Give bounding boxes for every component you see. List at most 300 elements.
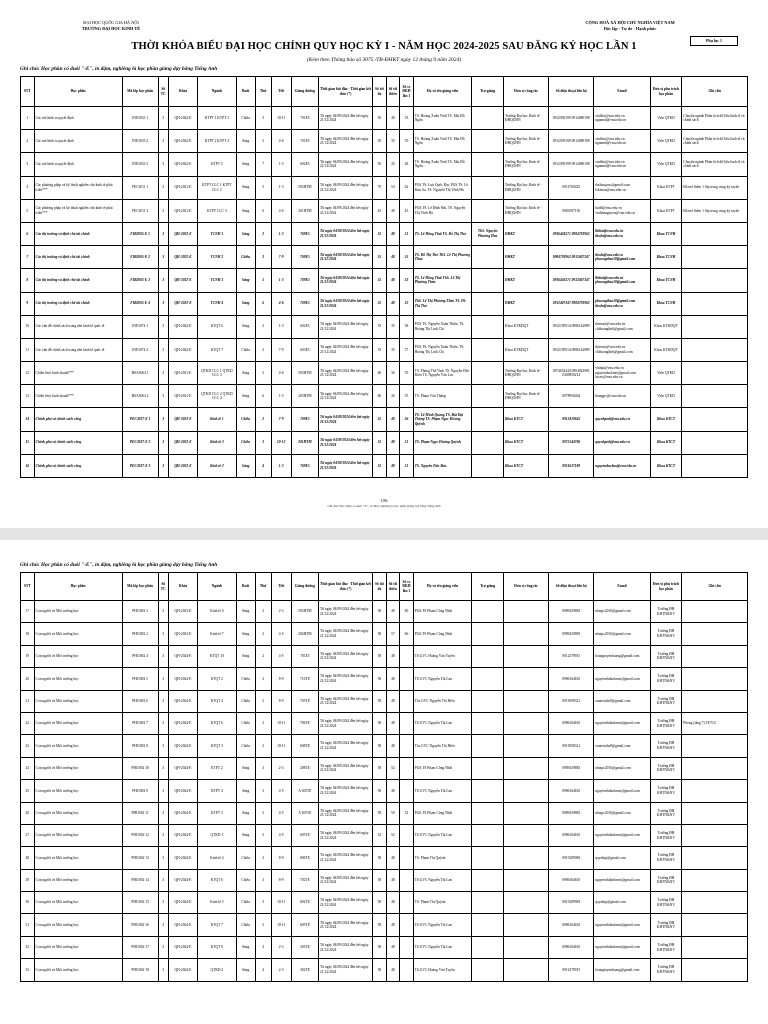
table-cell: 3 bbox=[158, 362, 168, 385]
table-cell: 0986164610 bbox=[549, 936, 594, 958]
table-cell: 55 bbox=[373, 292, 387, 315]
table-cell: 4-6 bbox=[271, 292, 291, 315]
table-cell: Các mô hình ra quyết định bbox=[34, 107, 122, 130]
table-cell: 0989439883 bbox=[549, 802, 594, 824]
table-cell: 28 bbox=[21, 847, 35, 869]
table-cell: Chuyên ngành Phân tích dữ liệu kinh tế và chính sách bbox=[682, 130, 748, 153]
table-cell: 50 bbox=[373, 130, 387, 153]
table-cell: 52 bbox=[386, 824, 400, 846]
table-cell: 0975144786 bbox=[549, 431, 594, 454]
table-cell bbox=[503, 780, 548, 802]
table-cell: 24 bbox=[21, 757, 35, 779]
table-cell: 49 bbox=[386, 431, 400, 454]
table-cell: QH-2022-E bbox=[168, 222, 197, 245]
table-cell: 49 bbox=[386, 107, 400, 130]
table-cell: 13 bbox=[21, 385, 35, 408]
table-cell: Từ ngày 04/09/2024 đến hết ngày 21/12/2024 bbox=[318, 712, 372, 734]
table-cell: Khoa KTKDQT bbox=[650, 315, 682, 338]
table-row bbox=[21, 936, 748, 958]
table-cell: Khoa KTCT bbox=[503, 454, 548, 477]
table-cell: 3 bbox=[158, 199, 168, 222]
table-cell: 5 bbox=[255, 269, 271, 292]
table-cell: PGS.TS. Nguyễn Xuân Thiên, TS. Hoàng Thị Linh Chi bbox=[413, 338, 472, 361]
table-cell: Chuyên ngành Phân tích dữ liệu kinh tế và chính sách bbox=[682, 107, 748, 130]
table-cell: 3 bbox=[158, 246, 168, 269]
table-cell: PGS.TS. Nguyễn Xuân Thiên, TS. Hoàng Thị Linh Chi bbox=[413, 315, 472, 338]
table-cell bbox=[472, 735, 504, 757]
table-cell: TS. Phạm Thị Quỳnh bbox=[413, 892, 472, 914]
table-cell: 55 bbox=[373, 246, 387, 269]
table-cell: 3 bbox=[158, 454, 168, 477]
table-cell: 0913098321 bbox=[549, 735, 594, 757]
table-cell bbox=[472, 824, 504, 846]
table-cell: PGS.TS Phạm Công Nhất bbox=[413, 802, 472, 824]
table-cell: Viện QTKD bbox=[650, 107, 682, 130]
table-cell: Từ ngày 04/09/2024 đến hết ngày 21/12/2024 bbox=[318, 847, 372, 869]
table-cell: 49 bbox=[386, 454, 400, 477]
table-cell: TS.GVC Nguyễn Thị Lan bbox=[413, 824, 472, 846]
table-cell: QH-2024-E bbox=[168, 824, 197, 846]
table-row bbox=[21, 454, 748, 477]
table-cell: Ths.GVC Nguyễn Thị Hiền bbox=[413, 735, 472, 757]
table-cell: 58 bbox=[373, 757, 387, 779]
table-cell: QH-2022-E bbox=[168, 130, 197, 153]
table-row bbox=[21, 385, 748, 408]
table-cell: FIB2005-E 3 bbox=[122, 269, 158, 292]
table-cell: 709E5 bbox=[291, 454, 318, 477]
table-cell: 3 bbox=[255, 802, 271, 824]
table-cell: KTQT 9 bbox=[198, 936, 236, 958]
table-row bbox=[21, 690, 748, 712]
table-cell: 5 bbox=[255, 176, 271, 199]
table-cell: Từ ngày 04/09/2024 đến hết ngày 21/12/2024 bbox=[318, 107, 372, 130]
table-cell: 10-11 bbox=[271, 914, 291, 936]
table-cell: 58 bbox=[373, 780, 387, 802]
org-line-1: ĐẠI HỌC QUỐC GIA HÀ NỘI bbox=[83, 20, 139, 25]
table-cell bbox=[503, 847, 548, 869]
table-cell: 60 bbox=[400, 601, 414, 623]
table-cell: Khoa KTCT bbox=[503, 408, 548, 431]
table-cell: Chiều bbox=[236, 338, 255, 361]
table-cell: 52 bbox=[400, 269, 414, 292]
table-cell: QH-2024-E bbox=[168, 690, 197, 712]
table-cell: Ths.GVC Nguyễn Thị Hiền bbox=[413, 690, 472, 712]
table-cell: 2 bbox=[255, 338, 271, 361]
table-cell: INE3033 2 bbox=[122, 130, 158, 153]
table-cell: 4-5 bbox=[271, 645, 291, 667]
column-header: Ghi chú bbox=[682, 77, 748, 107]
table-cell: 43 bbox=[400, 199, 414, 222]
table-cell: QH-2024-E bbox=[168, 847, 197, 869]
table-cell: 35 bbox=[386, 130, 400, 153]
table-cell: PHI1002 10 bbox=[122, 757, 158, 779]
table-cell bbox=[472, 757, 504, 779]
table-cell: 36 bbox=[386, 362, 400, 385]
table-cell: nguyenthilanhnvn@gmail.com bbox=[594, 780, 650, 802]
column-header: Số sv ĐKH lần 1 bbox=[400, 573, 414, 601]
table-cell: TS. Phạm Ngọc Hương Quỳnh bbox=[413, 431, 472, 454]
table-cell: Khoa TCNH bbox=[650, 246, 682, 269]
table-cell: Chiến lược kinh doanh*** bbox=[34, 362, 122, 385]
table-cell: 1-3 bbox=[271, 385, 291, 408]
table-cell: Từ ngày 04/09/2024 đến hết ngày 21/12/2024 bbox=[318, 757, 372, 779]
table-cell: 0986164610 bbox=[549, 869, 594, 891]
table-cell: Khoa KTPT bbox=[650, 176, 682, 199]
table-cell: Trường ĐH KHTN&NV bbox=[650, 847, 682, 869]
table-cell: nhatpc2010@gmail.com bbox=[594, 623, 650, 645]
table-cell: KTQT 3 bbox=[198, 735, 236, 757]
table-cell: 55 bbox=[400, 362, 414, 385]
table-cell: 27 bbox=[21, 824, 35, 846]
appendix-label: Phụ lục 1 bbox=[690, 36, 738, 46]
table-cell: QH-2024-E bbox=[168, 959, 197, 981]
table-cell: 3 bbox=[255, 780, 271, 802]
table-cell: 48 bbox=[386, 712, 400, 734]
table-cell: 48 bbox=[386, 914, 400, 936]
table-cell: 6 bbox=[21, 222, 35, 245]
table-cell: Các phương pháp và kỹ thuật nghiên cứu kinh tế phát triển*** bbox=[34, 199, 122, 222]
table-row bbox=[21, 176, 748, 199]
table-cell: INE3074 2 bbox=[122, 338, 158, 361]
table-cell: nguyenducbao@vnu.edu.vn bbox=[594, 454, 650, 477]
table-cell: Sáng bbox=[236, 645, 255, 667]
table-cell: QH-2024-E bbox=[168, 914, 197, 936]
table-cell: PHI1002 13 bbox=[122, 847, 158, 869]
table-cell: QH-2021-E bbox=[168, 176, 197, 199]
table-cell: QH-2021-E bbox=[168, 385, 197, 408]
table-cell: Trường ĐH KHTN&NV bbox=[650, 959, 682, 981]
table-cell: A 305TE bbox=[291, 780, 318, 802]
table-cell: TCNH 4 bbox=[198, 292, 236, 315]
table-cell: Trường ĐH KHTN&NV bbox=[650, 780, 682, 802]
table-cell: 3 bbox=[158, 338, 168, 361]
table-cell: Từ ngày 04/09/2024 đến hết ngày 21/12/2024 bbox=[318, 269, 372, 292]
table-cell: quynhtp@gmail.com bbox=[594, 847, 650, 869]
table-row bbox=[21, 712, 748, 734]
column-header: Mã lớp học phần bbox=[122, 77, 158, 107]
table-cell bbox=[682, 780, 748, 802]
table-cell: Khoa KTCT bbox=[503, 431, 548, 454]
table-cell: 3 bbox=[158, 645, 168, 667]
table-cell: BSA3064 2 bbox=[122, 385, 158, 408]
table-cell: PGS.TS. Lê Đình Hải, TS. Nguyễn Thị Vĩnh Hà bbox=[413, 199, 472, 222]
table-cell: 503HTM bbox=[291, 601, 318, 623]
column-header: Mã lớp học phần bbox=[122, 573, 158, 601]
table-cell: Từ ngày 04/09/2024 đến hết ngày 21/12/2024 bbox=[318, 936, 372, 958]
table-row bbox=[21, 959, 748, 981]
table-cell: Chiều bbox=[236, 246, 255, 269]
table-cell bbox=[472, 668, 504, 690]
table-cell bbox=[682, 623, 748, 645]
column-header: Buổi bbox=[236, 573, 255, 601]
table-cell: 3 bbox=[158, 385, 168, 408]
table-cell: 55 bbox=[373, 338, 387, 361]
table-cell bbox=[472, 385, 504, 408]
table-cell: Từ ngày 04/09/2024 đến hết ngày 21/12/2024 bbox=[318, 959, 372, 981]
table-cell: QH-2022-E bbox=[168, 246, 197, 269]
table-cell: 0912059199 0914080198 bbox=[549, 153, 594, 176]
table-cell: Viện QTKD bbox=[650, 130, 682, 153]
table-cell: 58 bbox=[373, 668, 387, 690]
table-cell: QH-2022-E bbox=[168, 408, 197, 431]
table-cell bbox=[472, 601, 504, 623]
column-header: Tiết bbox=[271, 77, 291, 107]
table-cell: 66 bbox=[400, 623, 414, 645]
column-header: Số tối đa bbox=[373, 573, 387, 601]
table-cell: PHI1002 9 bbox=[122, 780, 158, 802]
table-cell: KTQT 2 bbox=[198, 668, 236, 690]
table-cell: 701E5 bbox=[291, 645, 318, 667]
table-cell: QH-2022-E bbox=[168, 315, 197, 338]
table-cell: TS. Hoàng Xuân Vinh TS. Mai Đỗ Ngân bbox=[413, 107, 472, 130]
table-cell: 3 bbox=[158, 269, 168, 292]
table-cell bbox=[682, 668, 748, 690]
table-row bbox=[21, 222, 748, 245]
table-cell: 56 bbox=[400, 408, 414, 431]
table-cell: 58 bbox=[373, 735, 387, 757]
table-cell: vinhhx@vnu.edu.vn nganmd@vnu.edu.vn bbox=[594, 153, 650, 176]
table-cell bbox=[682, 431, 748, 454]
table-cell: 51 bbox=[400, 431, 414, 454]
table-cell: Kinh tế 1 bbox=[198, 408, 236, 431]
column-header: Ghi chú bbox=[682, 573, 748, 601]
table-cell: QH-2022-E bbox=[168, 153, 197, 176]
table-cell: 4 bbox=[255, 936, 271, 958]
table-cell: Trường ĐH KHTN&NV bbox=[650, 735, 682, 757]
table-cell: Chiều bbox=[236, 431, 255, 454]
table-cell: 1-3 bbox=[271, 153, 291, 176]
column-header: Ngành bbox=[198, 77, 236, 107]
table-cell: 2-3 bbox=[271, 936, 291, 958]
table-cell: QH-2024-E bbox=[168, 645, 197, 667]
table-cell bbox=[503, 936, 548, 958]
table-cell: PHI1002 17 bbox=[122, 936, 158, 958]
table-cell: 1-3 bbox=[271, 176, 291, 199]
table-cell: 0913098321 bbox=[549, 690, 594, 712]
table-cell: 55 bbox=[400, 246, 414, 269]
table-cell: Kinh tế 3 bbox=[198, 431, 236, 454]
table-cell: Sáng bbox=[236, 222, 255, 245]
table-row bbox=[21, 824, 748, 846]
table-cell: 0912185914 0986142889 bbox=[549, 338, 594, 361]
table-cell: Từ ngày 04/09/2024 đến hết ngày 21/12/2024 bbox=[318, 176, 372, 199]
table-cell bbox=[503, 892, 548, 914]
table-cell: Các phương pháp và kỹ thuật nghiên cứu kinh tế phát triển*** bbox=[34, 176, 122, 199]
table-cell: 605TE bbox=[291, 824, 318, 846]
table-cell: 3 bbox=[158, 780, 168, 802]
table-cell: 3 bbox=[255, 130, 271, 153]
table-cell: Trường ĐH KHTN&NV bbox=[650, 757, 682, 779]
table-cell: 58 bbox=[373, 623, 387, 645]
table-row bbox=[21, 269, 748, 292]
table-cell: Khoa TCNH bbox=[650, 269, 682, 292]
table-cell: 22 bbox=[21, 712, 35, 734]
table-cell: TCNH 3 bbox=[198, 269, 236, 292]
table-cell: Từ ngày 04/09/2024 đến hết ngày 21/12/2024 bbox=[318, 869, 372, 891]
table-cell: 31 bbox=[21, 914, 35, 936]
table-cell: 3 bbox=[158, 757, 168, 779]
table-cell: 709E5 bbox=[291, 292, 318, 315]
table-cell: Chiều bbox=[236, 914, 255, 936]
table-cell: QH-2023-E bbox=[168, 623, 197, 645]
table-cell bbox=[400, 645, 414, 667]
table-cell: 3 bbox=[255, 246, 271, 269]
table-cell: 15 bbox=[21, 431, 35, 454]
table-cell: Đã mở thêm 1 lớp trong cùng kỳ tuyển bbox=[682, 176, 748, 199]
table-cell: quynhpnh@vnu.edu.vn bbox=[594, 408, 650, 431]
table-cell: 60 bbox=[373, 385, 387, 408]
table-cell: 3 bbox=[158, 824, 168, 846]
table-cell: Chính phủ và chính sách công bbox=[34, 454, 122, 477]
table-cell bbox=[503, 959, 548, 981]
table-cell: 0912378915 bbox=[549, 645, 594, 667]
table-cell: Từ ngày 04/09/2024 đến hết ngày 21/12/2024 bbox=[318, 222, 372, 245]
table-cell: 503HTM bbox=[291, 362, 318, 385]
column-header: Khóa bbox=[168, 77, 197, 107]
column-header: Thời gian bắt đầu - Thời gian kết thúc (*) bbox=[318, 573, 372, 601]
table-cell: 201HTM bbox=[291, 199, 318, 222]
table-cell: 3 bbox=[158, 690, 168, 712]
table-cell bbox=[400, 959, 414, 981]
table-cell bbox=[503, 757, 548, 779]
table-cell: QTKD CLC 1 QTKD CLC 3 bbox=[198, 362, 236, 385]
table-cell: 55 bbox=[373, 269, 387, 292]
table-cell: 3 bbox=[158, 107, 168, 130]
table-row bbox=[21, 315, 748, 338]
table-cell bbox=[682, 222, 748, 245]
table-cell: Chiều bbox=[236, 107, 255, 130]
table-cell: 3 bbox=[255, 362, 271, 385]
table-cell: QH-2023-E bbox=[168, 601, 197, 623]
table-cell bbox=[503, 869, 548, 891]
table-cell: Chiến lược kinh doanh*** bbox=[34, 385, 122, 408]
table-cell: Sáng bbox=[236, 757, 255, 779]
column-header: Đơn vị phụ trách học phần bbox=[650, 77, 682, 107]
table-cell: 3 bbox=[21, 153, 35, 176]
table-cell: Từ ngày 04/09/2024 đến hết ngày 21/12/2024 bbox=[318, 802, 372, 824]
table-cell: 2 bbox=[255, 222, 271, 245]
table-cell: 0913419645 bbox=[549, 408, 594, 431]
table-cell: lhthai@vnu.edu.vn phuongthao18@gmail.com bbox=[594, 269, 650, 292]
table-cell bbox=[472, 847, 504, 869]
table-cell: KTPT 2 bbox=[198, 757, 236, 779]
column-header: Số TC bbox=[158, 77, 168, 107]
table-cell bbox=[682, 246, 748, 269]
table-cell bbox=[400, 824, 414, 846]
table-cell: PHI1002 5 bbox=[122, 668, 158, 690]
table-cell: KTQT 7 bbox=[198, 338, 236, 361]
table-cell: TS. Nguyễn Đức Bảo bbox=[413, 454, 472, 477]
table-cell: Trường ĐH KHTN&NV bbox=[650, 712, 682, 734]
table-cell: 3 bbox=[158, 959, 168, 981]
table-cell bbox=[682, 757, 748, 779]
table-cell: 3 bbox=[255, 847, 271, 869]
table-cell bbox=[503, 690, 548, 712]
table-cell: QH-2022-E bbox=[168, 292, 197, 315]
table-row bbox=[21, 338, 748, 361]
table-cell: nguyenthilanhnvn@gmail.com bbox=[594, 914, 650, 936]
table-cell: 1-3 bbox=[271, 222, 291, 245]
table-cell: Khoa TCNH bbox=[650, 222, 682, 245]
table-cell: KTQT 7 bbox=[198, 914, 236, 936]
table-row bbox=[21, 668, 748, 690]
table-cell: Từ ngày 04/09/2024 đến hết ngày 21/12/2024 bbox=[318, 362, 372, 385]
table-cell: Chiều bbox=[236, 408, 255, 431]
column-header: Tiết bbox=[271, 573, 291, 601]
table-cell: 58 bbox=[373, 892, 387, 914]
table-cell: QH-2022-E bbox=[168, 269, 197, 292]
table-cell: 5 bbox=[21, 199, 35, 222]
table-cell: 14 bbox=[21, 408, 35, 431]
table-cell: KTQT 6 bbox=[198, 315, 236, 338]
table-cell bbox=[472, 936, 504, 958]
table-cell: Kinh tế 5 bbox=[198, 892, 236, 914]
table-cell bbox=[400, 869, 414, 891]
table-cell: xuanvinhs8@gmail.com bbox=[594, 735, 650, 757]
table-cell: Từ ngày 04/09/2024 đến hết ngày 21/12/2024 bbox=[318, 338, 372, 361]
table-cell: Kinh tế 6 bbox=[198, 601, 236, 623]
column-header: STT bbox=[21, 573, 35, 601]
table-cell: Sáng bbox=[236, 802, 255, 824]
table-cell: 52 bbox=[373, 824, 387, 846]
table-cell: 2 bbox=[255, 601, 271, 623]
table-cell: Trường ĐH KHTN&NV bbox=[650, 892, 682, 914]
table-cell: KTQT 4 bbox=[198, 690, 236, 712]
table-cell: Viện QTKD bbox=[650, 153, 682, 176]
table-cell: Từ ngày 04/09/2024 đến hết ngày 21/12/2024 bbox=[318, 892, 372, 914]
table-cell: Chiều bbox=[236, 735, 255, 757]
table-cell: KTPT 1 KTPT 3 bbox=[198, 107, 236, 130]
table-cell: Con người và Môi trường học bbox=[34, 914, 122, 936]
timetable-page-2 bbox=[20, 572, 748, 982]
table-cell: 58 bbox=[373, 869, 387, 891]
table-cell: 705TE bbox=[291, 690, 318, 712]
table-cell: 1 bbox=[21, 107, 35, 130]
table-cell: 58 bbox=[373, 847, 387, 869]
table-row bbox=[21, 107, 748, 130]
page-number: 1/86 bbox=[380, 498, 388, 503]
table-cell: 3 bbox=[158, 623, 168, 645]
table-cell: phuongthao18@gmail.com thodo@vnu.edu.vn bbox=[594, 292, 650, 315]
table-row bbox=[21, 362, 748, 385]
table-cell: Sáng bbox=[236, 315, 255, 338]
table-row bbox=[21, 780, 748, 802]
table-cell: TS.GVC Nguyễn Thị Lan bbox=[413, 780, 472, 802]
table-cell: TS. Phùng Thế Vinh TS. Nguyễn Đức Kiên TS. Nguyễn Văn Lực bbox=[413, 362, 472, 385]
table-cell: 10-11 bbox=[271, 892, 291, 914]
table-cell: 2 bbox=[255, 712, 271, 734]
table-cell: PGS.TS Phạm Công Nhất bbox=[413, 623, 472, 645]
table-cell: Trường ĐH KHTN&NV bbox=[650, 914, 682, 936]
table-cell: PHI1002 18 bbox=[122, 959, 158, 981]
table-cell: Chuyên ngành Phân tích dữ liệu kinh tế và chính sách bbox=[682, 153, 748, 176]
table-cell bbox=[400, 735, 414, 757]
table-cell: Từ ngày 04/09/2024 đến hết ngày 21/12/2024 bbox=[318, 385, 372, 408]
table-cell bbox=[472, 431, 504, 454]
table-cell: 3 bbox=[158, 735, 168, 757]
table-cell: TS. Lê Hồng Thái ThS. Lê Thị Phương Thảo bbox=[413, 269, 472, 292]
table-cell: 40 bbox=[386, 199, 400, 222]
table-cell: 2-3 bbox=[271, 959, 291, 981]
table-cell: TS.GVC Nguyễn Thị Lan bbox=[413, 668, 472, 690]
table-cell: Các mô hình ra quyết định bbox=[34, 153, 122, 176]
table-cell: 6 bbox=[255, 292, 271, 315]
table-cell: Khoa KTCT bbox=[650, 454, 682, 477]
table-cell: quynhpnh@vnu.edu.vn bbox=[594, 431, 650, 454]
table-cell: ĐHKT bbox=[503, 246, 548, 269]
table-cell bbox=[682, 892, 748, 914]
table-cell: vinhhx@vnu.edu.vn nganmd@vnu.edu.vn bbox=[594, 130, 650, 153]
